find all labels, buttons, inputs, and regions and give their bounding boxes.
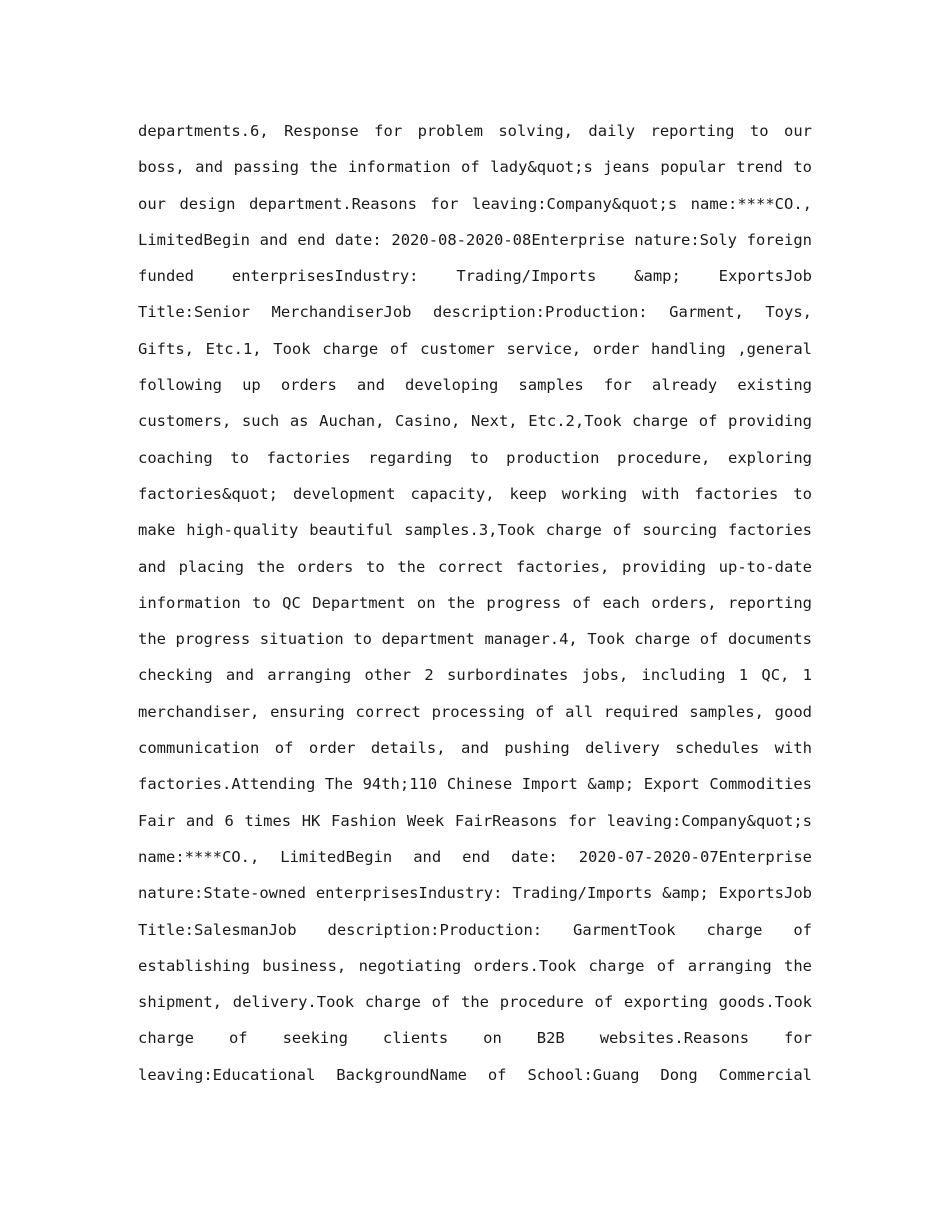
text-line: factories&quot; development capacity, keep working with factories to (138, 484, 812, 503)
text-line: Title:Senior MerchandiserJob description:Production: Garment, Toys, (138, 303, 812, 322)
text-line: Title:SalesmanJob description:Production: GarmentTook charge of (138, 920, 812, 939)
text-line: customers, such as Auchan, Casino, Next, Etc.2,Took charge of providing (138, 412, 812, 431)
text-line: information to QC Department on the progress of each orders, reporting (138, 593, 812, 612)
text-line: leaving:Educational BackgroundName of School:Guang Dong Commercial (138, 1065, 812, 1084)
text-line: name:****CO., LimitedBegin and end date: 2020-07-2020-07Enterprise (138, 847, 812, 866)
text-line: our design department.Reasons for leaving:Company&quot;s name:****CO., (138, 194, 812, 213)
text-line: boss, and passing the information of lady&quot;s jeans popular trend to (138, 158, 812, 177)
text-line: establishing business, negotiating orders.Took charge of arranging the (138, 956, 812, 975)
text-line: and placing the orders to the correct factories, providing up-to-date (138, 557, 812, 576)
text-line: the progress situation to department manager.4, Took charge of documents (138, 630, 812, 649)
text-line: following up orders and developing samples for already existing (138, 376, 812, 395)
text-line: shipment, delivery.Took charge of the procedure of exporting goods.Took (138, 993, 812, 1012)
text-line: checking and arranging other 2 surbordinates jobs, including 1 QC, 1 (138, 666, 812, 685)
text-line: nature:State-owned enterprisesIndustry: Trading/Imports &amp; ExportsJob (138, 884, 812, 903)
text-line: LimitedBegin and end date: 2020-08-2020-08Enterprise nature:Soly foreign (138, 230, 812, 249)
text-line: Gifts, Etc.1, Took charge of customer service, order handling ,general (138, 339, 812, 358)
text-line: funded enterprisesIndustry: Trading/Imports &amp; ExportsJob (138, 267, 812, 286)
text-line: make high-quality beautiful samples.3,Took charge of sourcing factories (138, 521, 812, 540)
text-line: coaching to factories regarding to production procedure, exploring (138, 448, 812, 467)
text-line: factories.Attending The 94th;110 Chinese Import &amp; Export Commodities (138, 775, 812, 794)
text-line: communication of order details, and pushing delivery schedules with (138, 739, 812, 758)
text-line: charge of seeking clients on B2B websites.Reasons for (138, 1029, 812, 1048)
body-text (138, 113, 812, 1093)
text-line: merchandiser, ensuring correct processing of all required samples, good (138, 702, 812, 721)
text-line: Fair and 6 times HK Fashion Week FairReasons for leaving:Company&quot;s (138, 811, 812, 830)
text-line: departments.6, Response for problem solving, daily reporting to our (138, 122, 812, 140)
